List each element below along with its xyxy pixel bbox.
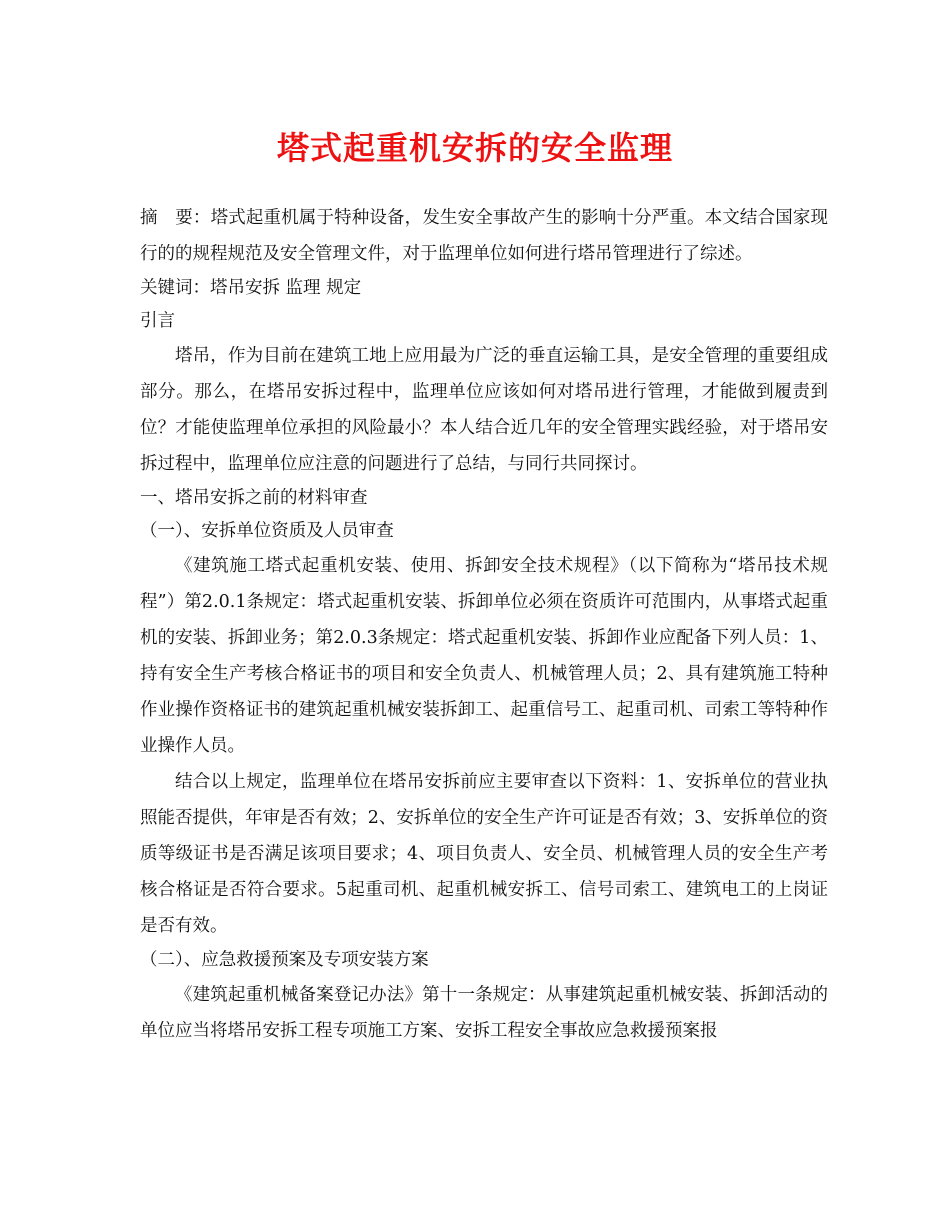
subsection-1-paragraph-1: 《建筑施工塔式起重机安装、使用、拆卸安全技术规程》（以下简称为“塔吊技术规程”）第2.0.1条规定：塔式起重机安装、拆卸单位必须在资质许可范围内，从事塔式起重机的安装、拆卸业务；第2.0.3条规定：塔式起重机安装、拆卸作业应配备下列人员：1、持有安全生产考核合格证书的项目和安全负责人、机械管理人员；2、具有建筑施工特种作业操作资格证书的建筑起重机械安装拆卸工、起重信号工、起重司机、司索工等特种作业操作人员。 bbox=[140, 556, 828, 756]
subsection-2-paragraph-1: 《建筑起重机械备案登记办法》第十一条规定：从事建筑起重机械安装、拆卸活动的单位应当将塔吊安拆工程专项施工方案、安拆工程安全事故应急救援预案报 bbox=[140, 985, 828, 1041]
subsection-1-paragraph-2: 结合以上规定，监理单位在塔吊安拆前应主要审查以下资料：1、安拆单位的营业执照能否提供，年审是否有效；2、安拆单位的安全生产许可证是否有效；3、安拆单位的资质等级证书是否满足该项目要求；4、项目负责人、安全员、机械管理人员的安全生产考核合格证是否符合要求。5起重司机、起重机械安拆工、信号司索工、建筑电工的上岗证是否有效。 bbox=[140, 772, 828, 936]
document-title: 塔式起重机安拆的安全监理 bbox=[276, 129, 673, 167]
section-1-heading: 一、塔吊安拆之前的材料审查 bbox=[140, 488, 368, 508]
abstract-paragraph: 摘 要：塔式起重机属于特种设备，发生安全事故产生的影响十分严重。本文结合国家现行的的规程规范及安全管理文件，对于监理单位如何进行塔吊管理进行了综述。 bbox=[140, 208, 828, 264]
intro-heading: 引言 bbox=[140, 311, 175, 331]
subsection-2-heading: （二）、应急救援预案及专项安装方案 bbox=[140, 950, 429, 970]
keywords-line: 关键词：塔吊安拆 监理 规定 bbox=[140, 278, 362, 298]
intro-paragraph: 塔吊，作为目前在建筑工地上应用最为广泛的垂直运输工具，是安全管理的重要组成部分。那么，在塔吊安拆过程中，监理单位应该如何对塔吊进行管理，才能做到履责到位？才能使监理单位承担的风险最小？本人结合近几年的安全管理实践经验，对于塔吊安拆过程中，监理单位应注意的问题进行了总结，与同行共同探讨。 bbox=[140, 346, 828, 474]
subsection-1-heading: （一）、安拆单位资质及人员审查 bbox=[140, 521, 394, 541]
document-body bbox=[140, 200, 828, 1049]
